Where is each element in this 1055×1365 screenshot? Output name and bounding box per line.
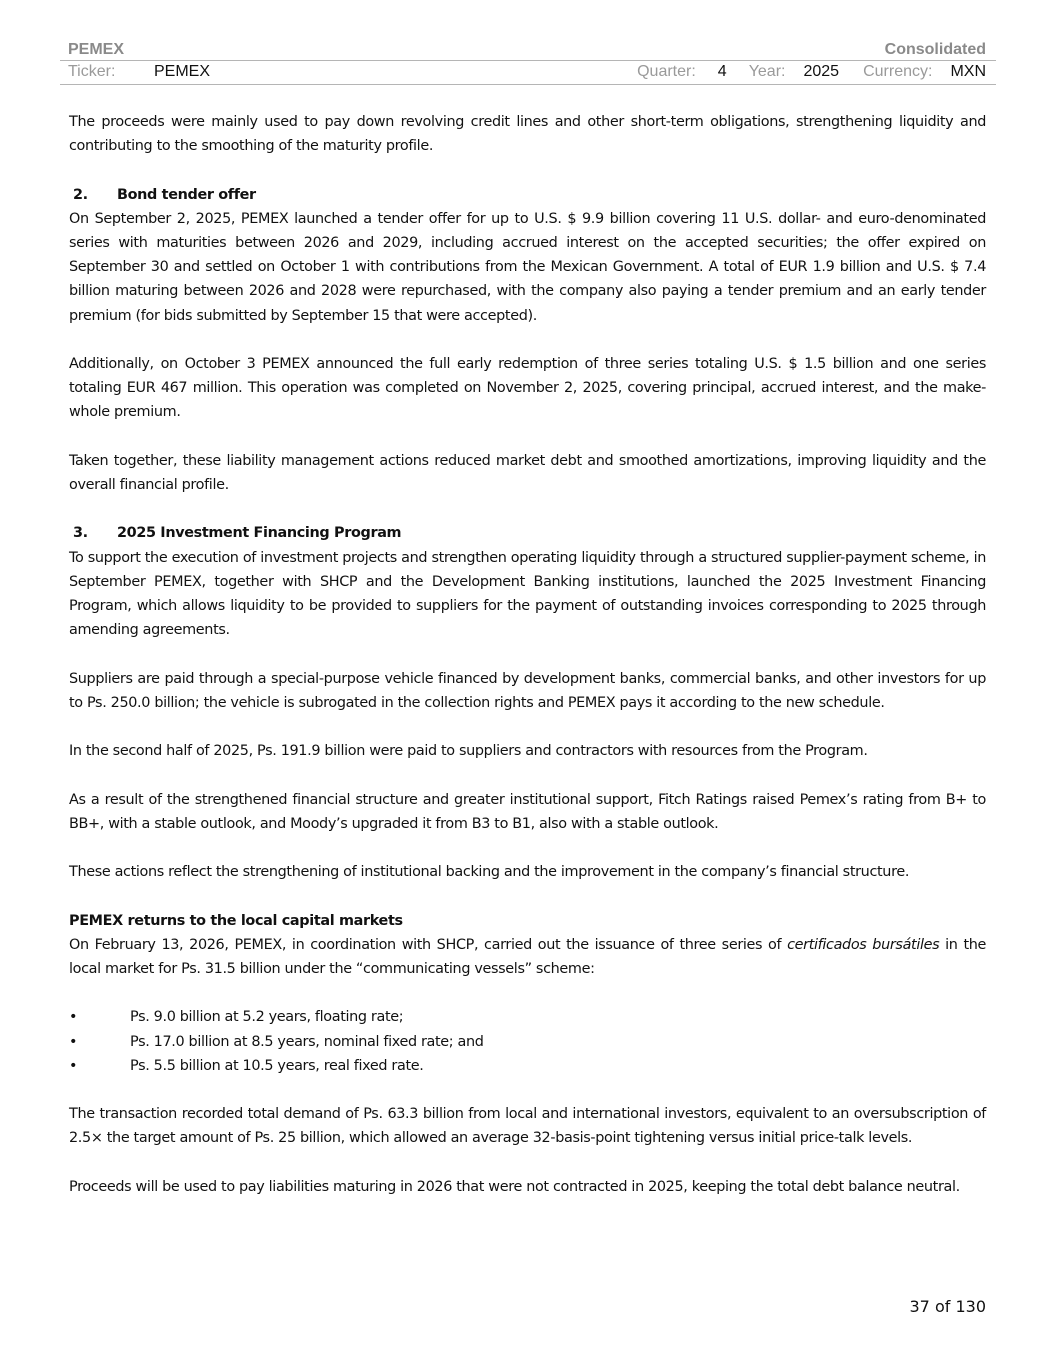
- bullet-icon: •: [69, 1033, 78, 1050]
- text-run: On February 13, 2026, PEMEX, in coordination with SHCP, carried out the issuance of three series of: [69, 936, 788, 953]
- paragraph: Taken together, these liability management actions reduced market debt and smoothed amortizations, improving liquidity and the overall financial profile.: [69, 452, 986, 493]
- company-name: PEMEX: [68, 41, 125, 58]
- section-heading: [69, 521, 986, 545]
- report-type: Consolidated: [884, 41, 986, 58]
- bullet-icon: •: [69, 1057, 78, 1074]
- bullet-icon: •: [69, 1009, 78, 1026]
- list-item-text: Ps. 9.0 billion at 5.2 years, floating rate;: [130, 1009, 404, 1026]
- currency-label: Currency:: [863, 63, 933, 80]
- currency-value: MXN: [950, 63, 986, 80]
- report-header: [68, 37, 986, 59]
- paragraph: The transaction recorded total demand of Ps. 63.3 billion from local and international investors, equivalent to an oversubscription of 2.5× the target amount of Ps. 25 billion, which allowed an average 32-basis-point tightening versus initial price-talk levels.: [69, 1106, 986, 1147]
- quarter-value: 4: [717, 63, 727, 80]
- paragraph: [69, 933, 986, 981]
- paragraph: On September 2, 2025, PEMEX launched a tender offer for up to U.S. $ 9.9 billion covering 11 U.S. dollar- and euro-denominated series with maturities between 2026 and 2029, including accrued interest on the accepted securities; the offer expired on September 30 and settled on October 1 with contributions from the Mexican Government. A total of EUR 1.9 billion and U.S. $ 7.4 billion maturing between 2026 and 2028 were repurchased, with the company also paying a tender premium and an early tender premium (for bids submitted by September 15 that were accepted).: [69, 210, 986, 324]
- section-number: 2.: [73, 186, 88, 203]
- list-item-text: Ps. 17.0 billion at 8.5 years, nominal fixed rate; and: [130, 1033, 484, 1050]
- list-item: [69, 1054, 986, 1078]
- paragraph: Additionally, on October 3 PEMEX announced the full early redemption of three series totaling U.S. $ 1.5 billion and one series totaling EUR 467 million. This operation was completed on November 2, 2025, covering principal, accrued interest, and the make-whole premium.: [69, 356, 986, 421]
- section-number: 3.: [73, 525, 88, 542]
- section-heading: [69, 183, 986, 207]
- paragraph: Suppliers are paid through a special-purpose vehicle financed by development banks, commercial banks, and other investors for up to Ps. 250.0 billion; the vehicle is subrogated in the collection rights and PEMEX pays it according to the new schedule.: [69, 670, 986, 711]
- list-item: [69, 1030, 986, 1054]
- page-number: 37 of 130: [909, 1297, 986, 1316]
- list-item: [69, 1005, 986, 1029]
- report-metadata-bar: [68, 61, 986, 83]
- section-title: PEMEX returns to the local capital markets: [69, 912, 403, 929]
- ticker-label: Ticker:: [68, 63, 116, 80]
- paragraph: As a result of the strengthened financial structure and greater institutional support, Fitch Ratings raised Pemex’s rating from B+ to BB+, with a stable outlook, and Moody’s upgraded it from B3 to B1, also with a stable outlook.: [69, 791, 986, 832]
- intro-paragraph: The proceeds were mainly used to pay down revolving credit lines and other short-term obligations, strengthening liquidity and contributing to the smoothing of the maturity profile.: [69, 114, 986, 155]
- section-heading: [69, 909, 986, 933]
- section-title: Bond tender offer: [117, 186, 256, 203]
- paragraph: To support the execution of investment projects and strengthen operating liquidity through a structured supplier-payment scheme, in September PEMEX, together with SHCP and the Development Banking institutions, launched the 2025 Investment Financing Program, which allows liquidity to be provided to suppliers for the payment of outstanding invoices corresponding to 2025 through amending agreements.: [69, 549, 986, 639]
- bullet-list: [69, 1005, 986, 1078]
- quarter-label: Quarter:: [637, 63, 696, 80]
- section-title: 2025 Investment Financing Program: [117, 525, 402, 542]
- paragraph: These actions reflect the strengthening of institutional backing and the improvement in the company’s financial structure.: [69, 864, 910, 881]
- year-value: 2025: [803, 63, 840, 80]
- text-run: in the local market for Ps. 31.5 billion under the “communicating vessels” scheme:: [69, 936, 987, 977]
- header-divider-bottom: [60, 84, 996, 85]
- paragraph: Proceeds will be used to pay liabilities maturing in 2026 that were not contracted in 2025, keeping the total debt balance neutral.: [69, 1178, 960, 1195]
- list-item-text: Ps. 5.5 billion at 10.5 years, real fixed rate.: [130, 1057, 424, 1074]
- italic-term: certificados bursátiles: [787, 936, 940, 953]
- paragraph: In the second half of 2025, Ps. 191.9 billion were paid to suppliers and contractors with resources from the Program.: [69, 743, 868, 760]
- document-body: [69, 110, 986, 1223]
- year-label: Year:: [748, 63, 786, 80]
- ticker-value: PEMEX: [154, 63, 211, 80]
